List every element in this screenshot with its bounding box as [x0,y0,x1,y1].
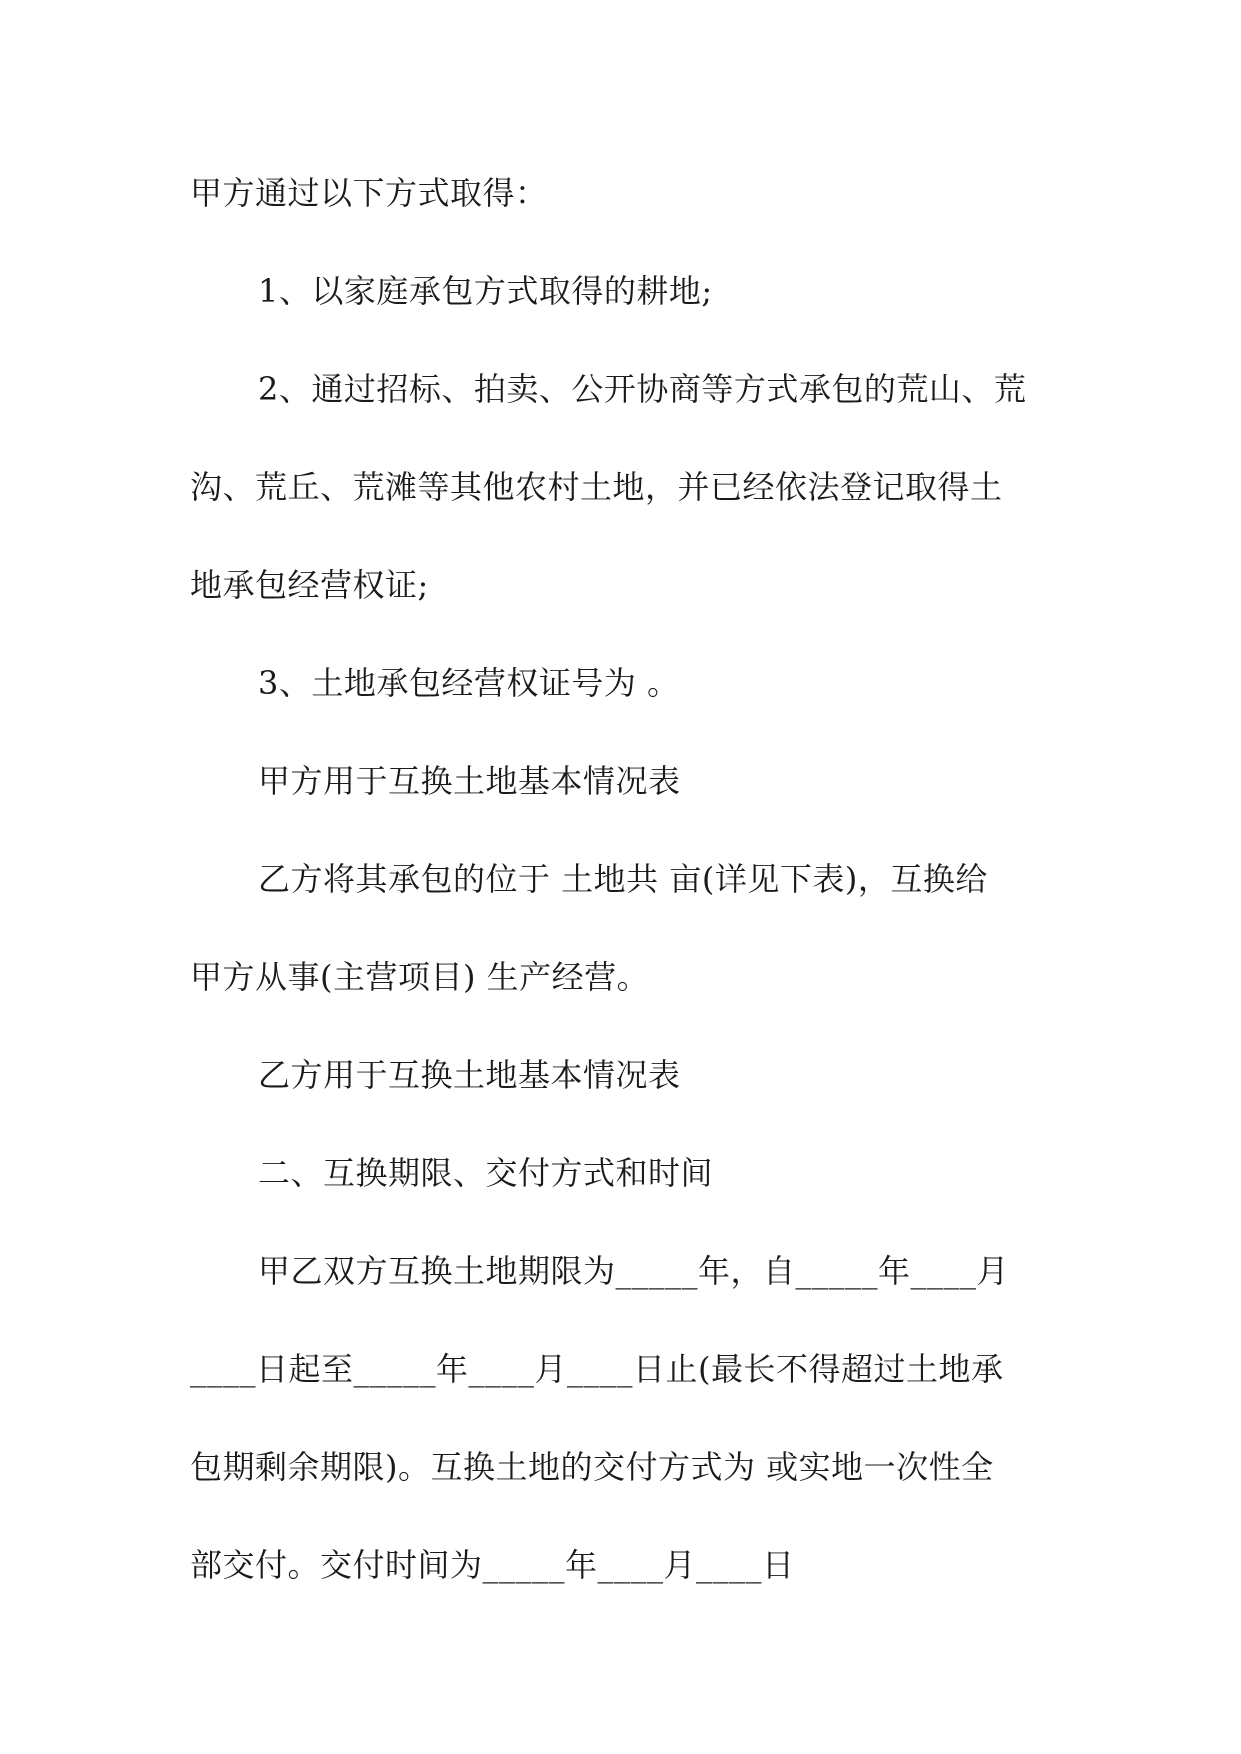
paragraph-line: 甲乙双方互换土地期限为_____年，自_____年____月 [258,1252,1010,1290]
table-caption-party-b: 乙方用于互换土地基本情况表 [258,1056,681,1094]
paragraph-line: 甲方通过以下方式取得： [190,174,548,212]
table-caption-party-a: 甲方用于互换土地基本情况表 [258,762,681,800]
list-item-3: 3、土地承包经营权证号为 。 [258,664,680,702]
paragraph-line-continued: ____日起至_____年____月____日止(最长不得超过土地承 [190,1350,1004,1388]
paragraph-line-continued: 部交付。交付时间为_____年____月____日 [190,1546,795,1584]
list-item-1: 1、以家庭承包方式取得的耕地; [258,272,713,310]
paragraph-line: 乙方将其承包的位于 土地共 亩(详见下表)，互换给 [258,860,988,898]
list-item-2-continued: 沟、荒丘、荒滩等其他农村土地，并已经依法登记取得土 [190,468,1003,506]
section-heading: 二、互换期限、交付方式和时间 [258,1154,714,1192]
list-item-2-continued: 地承包经营权证; [190,566,429,604]
paragraph-line-continued: 包期剩余期限)。互换土地的交付方式为 或实地一次性全 [190,1448,994,1486]
paragraph-line-continued: 甲方从事(主营项目) 生产经营。 [190,958,650,996]
list-item-2: 2、通过招标、拍卖、公开协商等方式承包的荒山、荒 [258,370,1027,408]
